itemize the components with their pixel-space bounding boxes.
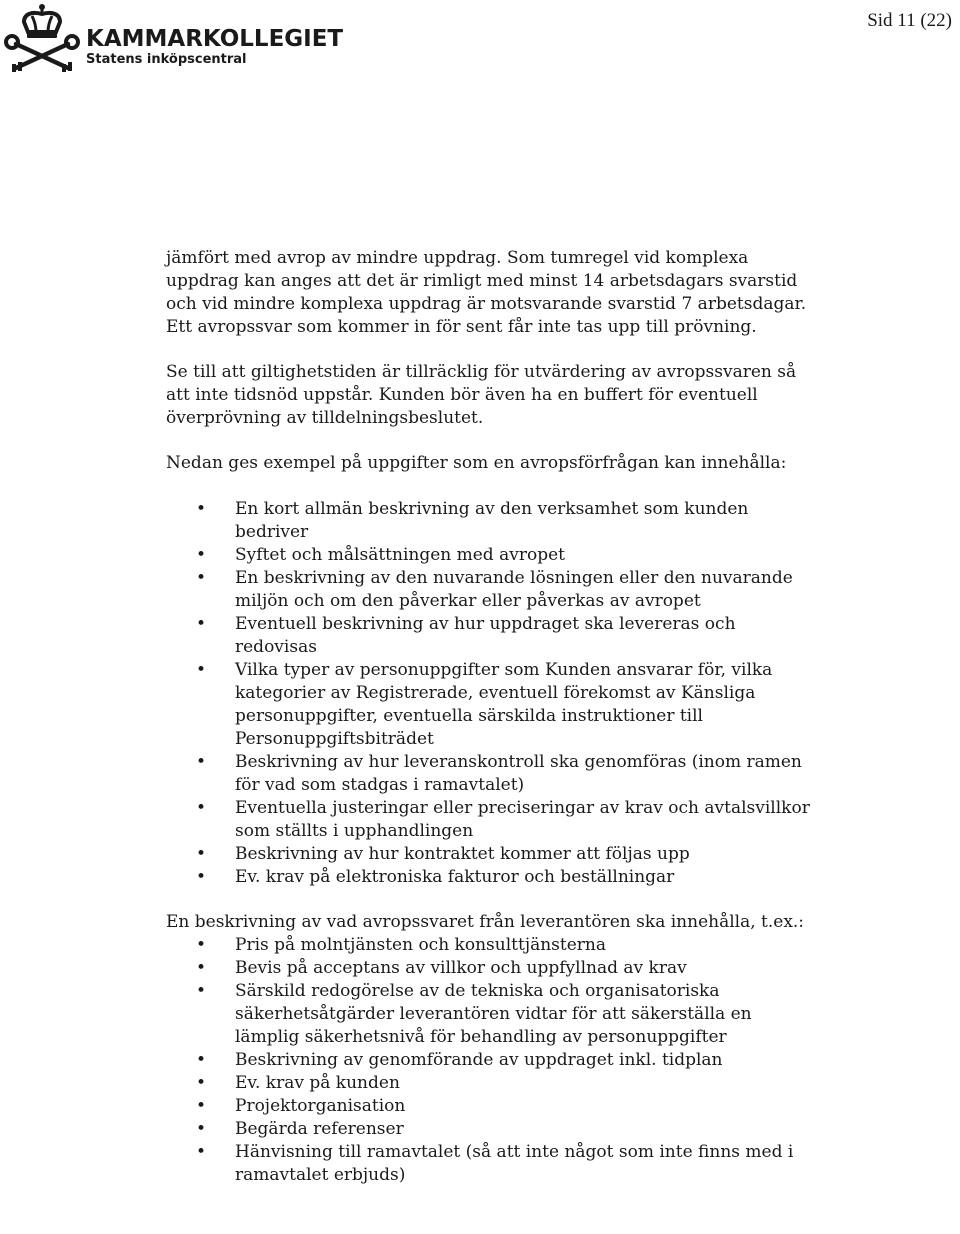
list-item xyxy=(166,957,816,980)
list-item-text: Hänvisning till ramavtalet (så att inte något som inte finns med i ramavtalet erbjuds) xyxy=(235,1142,794,1185)
bullet-icon: • xyxy=(196,958,207,978)
list-item-text: Ev. krav på elektroniska fakturor och beställningar xyxy=(235,867,675,887)
bullet-icon: • xyxy=(196,1119,207,1139)
list-item-text: Pris på molntjänsten och konsulttjänsterna xyxy=(235,935,606,955)
list-item-text: Beskrivning av hur leveranskontroll ska genomföras (inom ramen för vad som stadgas i ramavtalet) xyxy=(235,752,802,795)
list-item xyxy=(166,544,816,567)
bullet-icon: • xyxy=(196,798,207,818)
list-item-text: Begärda referenser xyxy=(235,1119,404,1139)
list-item-text: Särskild redogörelse av de tekniska och organisatoriska säkerhetsåtgärder leverantören vidtar för att säkerställa en lämplig säkerhetsnivå för behandling av personuppgifter xyxy=(235,981,752,1047)
document-body xyxy=(166,247,816,1187)
bullet-icon: • xyxy=(196,614,207,634)
list-item xyxy=(166,1049,816,1072)
list-item xyxy=(166,498,816,544)
paragraph-spacer xyxy=(166,430,816,452)
list-item-text: Beskrivning av hur kontraktet kommer att följas upp xyxy=(235,844,690,864)
list-item-text: En kort allmän beskrivning av den verksamhet som kunden bedriver xyxy=(235,499,749,542)
bullet-icon: • xyxy=(196,660,207,680)
bullet-icon: • xyxy=(196,1050,207,1070)
list-item xyxy=(166,843,816,866)
bullet-icon: • xyxy=(196,867,207,887)
paragraph-spacer xyxy=(166,339,816,361)
list-item xyxy=(166,1141,816,1187)
bullet-icon: • xyxy=(196,568,207,588)
list-item xyxy=(166,751,816,797)
bullet-icon: • xyxy=(196,1096,207,1116)
paragraph-spacer xyxy=(166,889,816,911)
paragraph-response-intro: En beskrivning av vad avropssvaret från leverantören ska innehålla, t.ex.: xyxy=(166,912,805,932)
paragraph-list-intro: Nedan ges exempel på uppgifter som en avropsförfrågan kan innehålla: xyxy=(166,453,787,473)
list-item xyxy=(166,1095,816,1118)
list-item xyxy=(166,934,816,957)
list-item xyxy=(166,1072,816,1095)
list-item-text: Projektorganisation xyxy=(235,1096,406,1116)
list-item-text: Ev. krav på kunden xyxy=(235,1073,400,1093)
list-item-text: Beskrivning av genomförande av uppdraget inkl. tidplan xyxy=(235,1050,723,1070)
list-item-text: Bevis på acceptans av villkor och uppfyllnad av krav xyxy=(235,958,687,978)
bullet-icon: • xyxy=(196,981,207,1001)
list-item xyxy=(166,567,816,613)
kammarkollegiet-logo xyxy=(2,2,344,74)
paragraph-validity-period: Se till att giltighetstiden är tillräcklig för utvärdering av avropssvaren så att inte tidsnöd uppstår. Kunden bör även ha en buffert för eventuell överprövning av tilldelningsbeslutet. xyxy=(166,362,797,428)
request-contents-list xyxy=(166,498,816,889)
bullet-icon: • xyxy=(196,844,207,864)
crown-keys-logo-icon xyxy=(2,2,82,74)
bullet-icon: • xyxy=(196,545,207,565)
org-subtitle: Statens inköpscentral xyxy=(86,52,247,67)
list-item-text: Vilka typer av personuppgifter som Kunden ansvarar för, vilka kategorier av Registrerade, eventuell förekomst av Känsliga personuppgifter, eventuella särskilda instruktioner till Personuppgiftsbiträdet xyxy=(235,660,773,749)
list-item xyxy=(166,866,816,889)
list-item xyxy=(166,659,816,751)
response-contents-list xyxy=(166,934,816,1187)
bullet-icon: • xyxy=(196,1142,207,1162)
org-name: KAMMARKOLLEGIET xyxy=(86,26,344,52)
list-item-text: Syftet och målsättningen med avropet xyxy=(235,545,565,565)
list-item xyxy=(166,797,816,843)
list-item-text: Eventuella justeringar eller preciseringar av krav och avtalsvillkor som ställts i upphandlingen xyxy=(235,798,810,841)
bullet-icon: • xyxy=(196,935,207,955)
bullet-icon: • xyxy=(196,752,207,772)
paragraph-response-time: jämfört med avrop av mindre uppdrag. Som tumregel vid komplexa uppdrag kan anges att det är rimligt med minst 14 arbetsdagars svarstid och vid mindre komplexa uppdrag är motsvarande svarstid 7 arbetsdagar. Ett avropssvar som kommer in för sent får inte tas upp till prövning. xyxy=(166,248,807,337)
bullet-icon: • xyxy=(196,499,207,519)
paragraph-spacer xyxy=(166,475,816,498)
list-item-text: En beskrivning av den nuvarande lösningen eller den nuvarande miljön och om den påverkar eller påverkas av avropet xyxy=(235,568,793,611)
list-item-text: Eventuell beskrivning av hur uppdraget ska levereras och redovisas xyxy=(235,614,736,657)
list-item xyxy=(166,980,816,1049)
list-item xyxy=(166,1118,816,1141)
page-number: Sid 11 (22) xyxy=(867,10,952,31)
page-header xyxy=(0,0,960,80)
bullet-icon: • xyxy=(196,1073,207,1093)
list-item xyxy=(166,613,816,659)
